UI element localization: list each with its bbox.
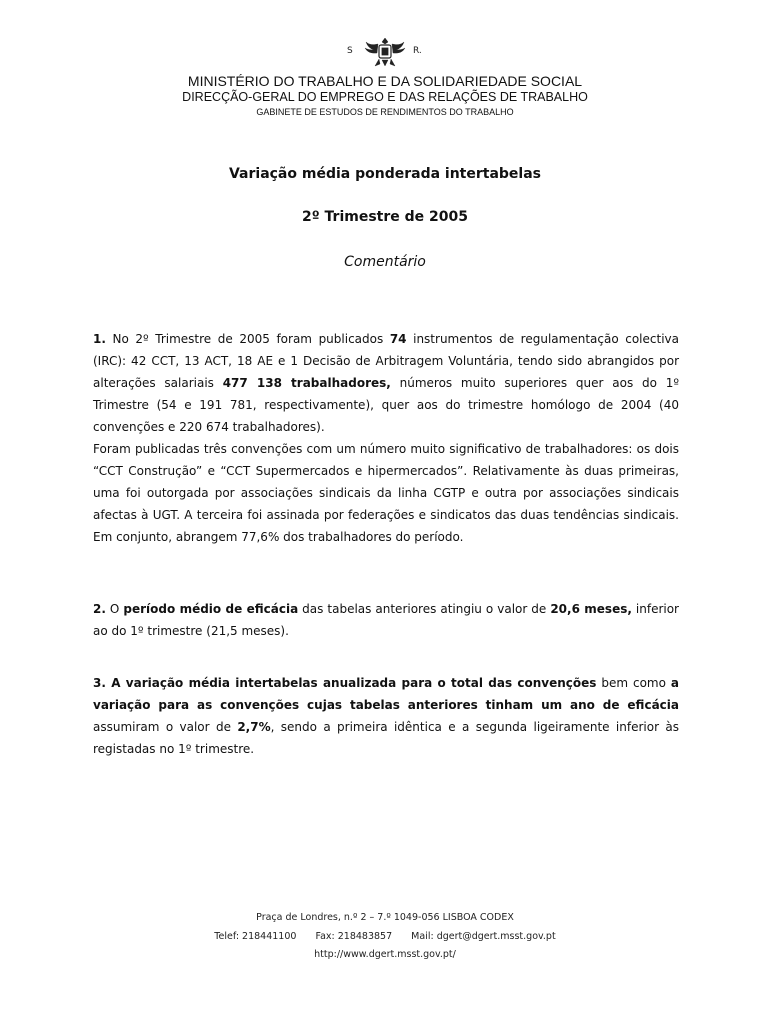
bold-run: 3. A variação média intertabelas anualizada para o total das convenções [93,676,597,690]
document-subtitle: Comentário [344,254,426,270]
bold-run: período médio de eficácia [123,602,299,616]
text-run: inferior ao do 1º trimestre (21,5 meses). [93,602,679,638]
text-run: No 2º Trimestre de 2005 foram publicados [105,332,390,346]
paragraph-1-part-1 [93,328,679,438]
text-run: assumiram o valor de [93,720,238,734]
document-title: Variação média ponderada intertabelas [228,166,542,182]
text-run: O [105,602,124,616]
paragraph-3 [93,672,679,760]
office-name: GABINETE DE ESTUDOS DE RENDIMENTOS DO TRABALHO [256,107,514,117]
bold-run: 74 [389,332,407,346]
paragraph-number: 1. [93,332,106,346]
header-crest [0,36,770,70]
text-run: instrumentos de regulamentação colectiva (IRC): 42 CCT, 13 ACT, 18 AE e 1 Decisão de Arbitragem Voluntária, tendo sido abrangidos por alterações salariais [93,332,679,390]
paragraph-2 [93,598,679,642]
text-run: das tabelas anteriores atingiu o valor de [298,602,551,616]
footer-mail: Mail: dgert@dgert.msst.gov.pt [411,931,556,942]
text-run: , sendo a primeira idêntica e a segunda ligeiramente inferior às registadas no 1º trimestre. [93,720,679,756]
paragraph-1 [93,328,679,548]
footer-contacts [0,931,770,942]
crest-left-letter: S [347,46,353,56]
bold-run: 2,7% [237,720,271,734]
paragraph-number: 2. [93,602,106,616]
ministry-name: MINISTÉRIO DO TRABALHO E DA SOLIDARIEDADE SOCIAL [187,73,583,89]
bold-run: 20,6 meses, [550,602,632,616]
bold-run: 477 138 trabalhadores, [222,376,391,390]
footer-address: Praça de Londres, n.º 2 – 7.º 1049-056 LISBOA CODEX [256,912,514,923]
text-run: números muito superiores quer aos do 1º Trimestre (54 e 191 781, respectivamente), quer aos do trimestre homólogo de 2004 (40 convenções e 220 674 trabalhadores). [93,376,679,434]
coat-of-arms-icon [364,36,406,70]
directorate-name: DIRECÇÃO-GERAL DO EMPREGO E DAS RELAÇÕES DE TRABALHO [182,90,588,104]
footer-phone: Telef: 218441100 [214,931,297,942]
crest-right-letter: R. [413,46,422,56]
footer-fax: Fax: 218483857 [315,931,393,942]
document-period: 2º Trimestre de 2005 [302,209,468,225]
footer-website: http://www.dgert.msst.gov.pt/ [314,949,456,960]
text-run: bem como [596,676,671,690]
paragraph-1-part-2: Foram publicadas três convenções com um número muito significativo de trabalhadores: os dois “CCT Construção” e “CCT Supermercados e hipermercados”. Relativamente às duas primeiras, uma foi outorgada por associações sindicais da linha CGTP e outra por associações sindicais afectas à UGT. A terceira foi assinada por federações e sindicatos das duas tendências sindicais. Em conjunto, abrangem 77,6% dos trabalhadores do período. [93,442,679,544]
bold-run: a variação para as convenções cujas tabelas anteriores tinham um ano de eficácia [93,676,680,712]
